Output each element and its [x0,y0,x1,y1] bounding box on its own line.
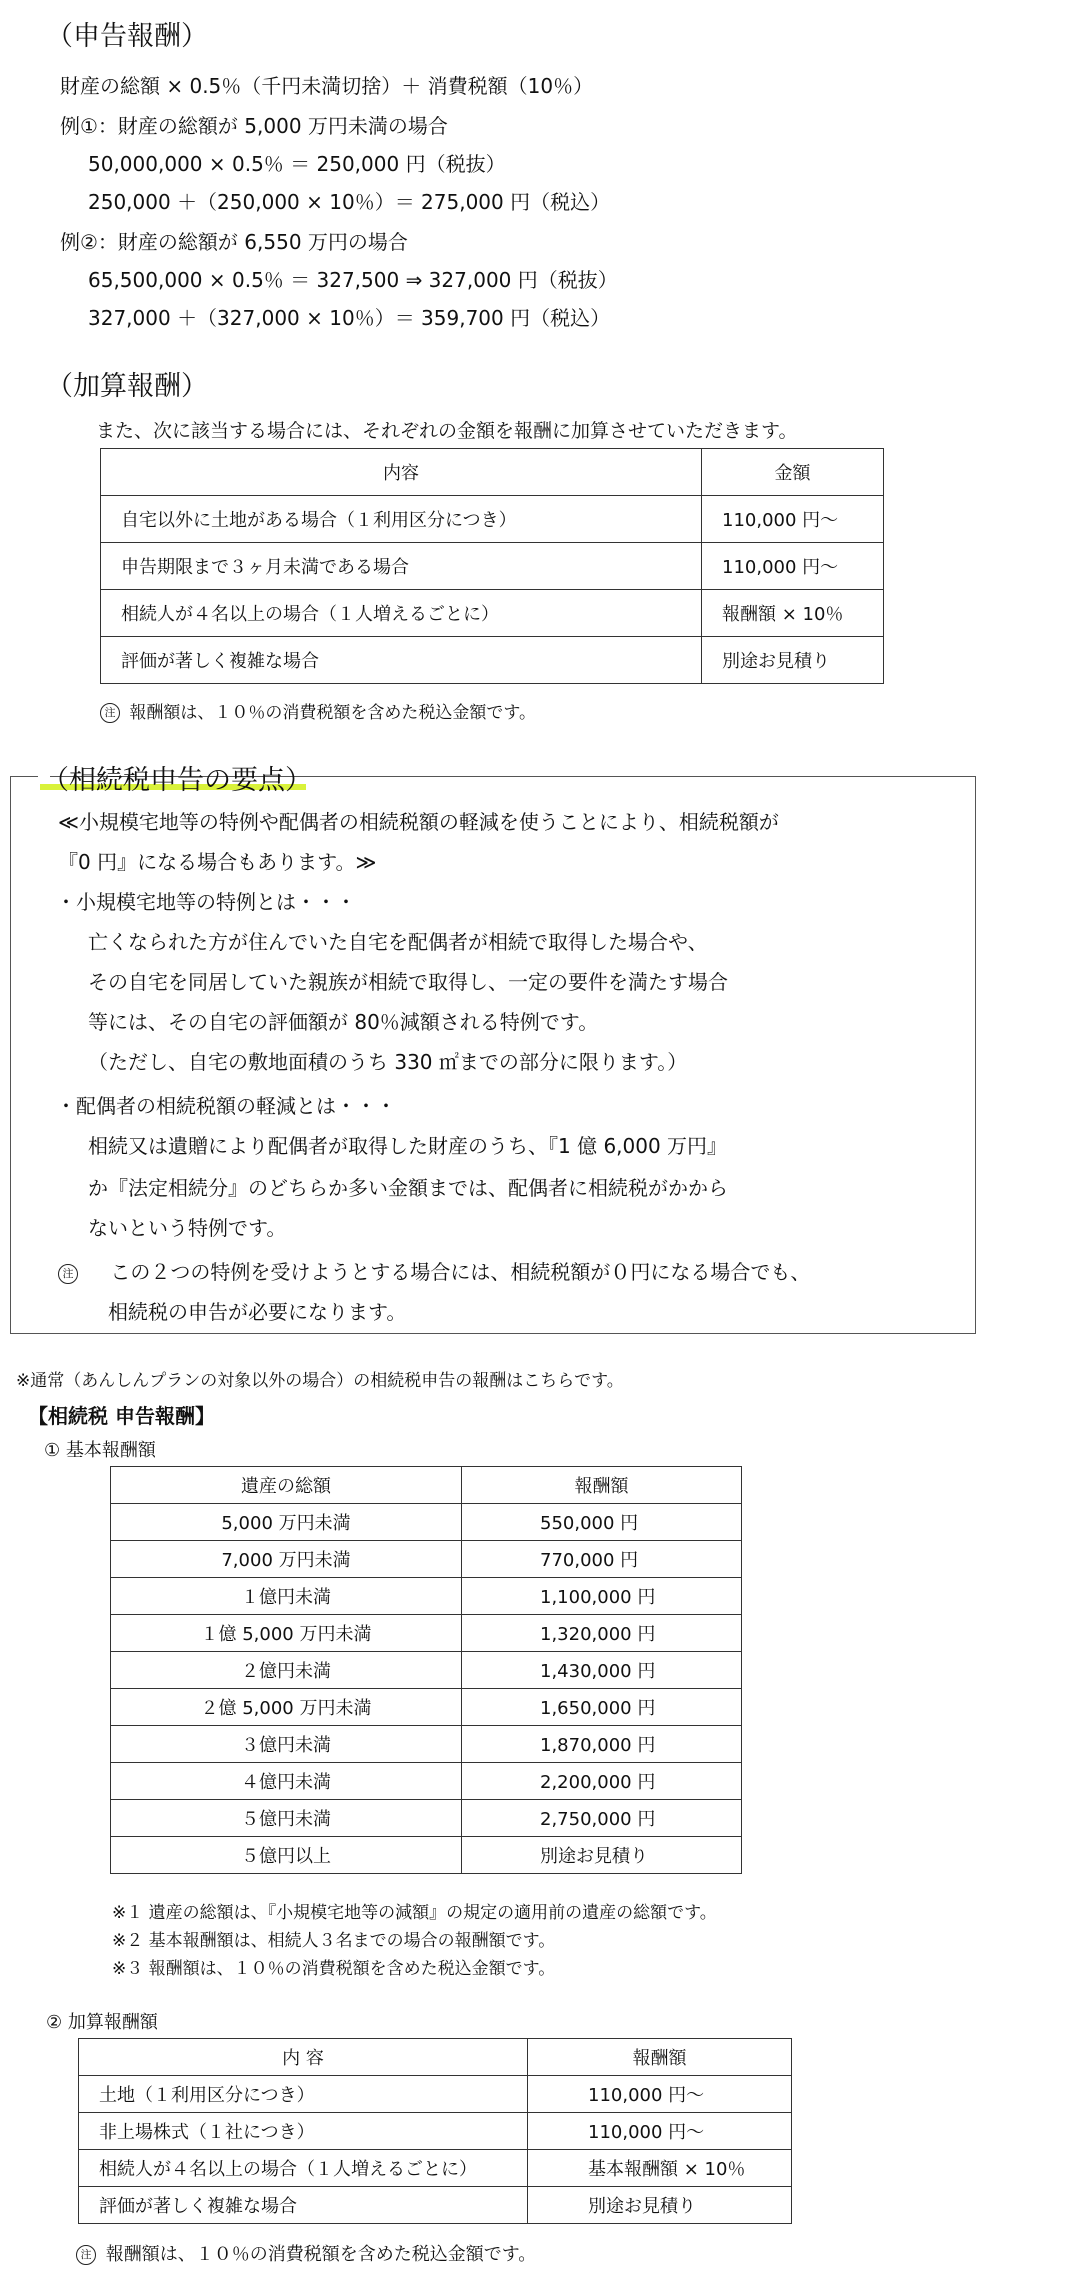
table-cell: １億 5,000 万円未満 [111,1615,462,1652]
table-row [111,1726,742,1763]
table-row [79,2076,792,2113]
table-cell: 5,000 万円未満 [111,1504,462,1541]
table-cell: 550,000 円 [462,1504,742,1541]
table-cell: 別途お見積り [528,2187,792,2224]
key-points-note-line1 [58,1256,810,1285]
example1-line1: 50,000,000 × 0.5％ ＝ 250,000 円（税抜） [88,152,506,176]
table-cell: ５億円未満 [111,1800,462,1837]
table-header-cell: 金額 [702,449,884,496]
example1-title: 例①：財産の総額が 5,000 万円未満の場合 [60,114,448,138]
table-row [111,1689,742,1726]
table-header-cell: 報酬額 [462,1467,742,1504]
key-points-lead-2: 『0 円』になる場合もあります。≫ [58,850,377,874]
table-row [111,1615,742,1652]
table-cell: 110,000 円～ [528,2076,792,2113]
note-text: この２つの特例を受けようとする場合には、相続税額が０円になる場合でも、 [110,1260,811,1284]
key-points-lead-1: ≪小規模宅地等の特例や配偶者の相続税額の軽減を使うことにより、相続税額が [58,810,779,834]
table-cell: 770,000 円 [462,1541,742,1578]
table-row [111,1652,742,1689]
table-cell: 土地（１利用区分につき） [79,2076,528,2113]
table-cell: 110,000 円～ [702,496,884,543]
table-header-cell: 内 容 [79,2039,528,2076]
spouse-reduction-line3: ないという特例です。 [88,1216,287,1240]
section-title-additional-fee: （加算報酬） [46,371,208,402]
table-cell: 1,430,000 円 [462,1652,742,1689]
table-cell: 1,100,000 円 [462,1578,742,1615]
note-mark: 注 [58,1264,78,1284]
table-cell: ５億円以上 [111,1837,462,1874]
small-residential-line4: （ただし、自宅の敷地面積のうち 330 ㎡までの部分に限ります。） [88,1050,688,1074]
table-header-cell: 遺産の総額 [111,1467,462,1504]
table-cell: 相続人が４名以上の場合（１人増えるごとに） [79,2150,528,2187]
table-cell: 7,000 万円未満 [111,1541,462,1578]
table-row [101,543,884,590]
small-residential-line2: その自宅を同居していた親族が相続で取得し、一定の要件を満たす場合 [88,970,728,994]
example2-title: 例②：財産の総額が 6,550 万円の場合 [60,230,408,254]
additional-fee-table-2 [78,2038,792,2224]
standard-plan-intro: ※通常（あんしんプランの対象以外の場合）の相続税申告の報酬はこちらです。 [16,1371,624,1391]
table-row [101,496,884,543]
table-cell: 別途お見積り [462,1837,742,1874]
basic-fee-note-1: ※１ 遺産の総額は、『小規模宅地等の減額』の規定の適用前の遺産の総額です。 [112,1903,717,1923]
table-cell: 110,000 円～ [528,2113,792,2150]
table-row [79,2113,792,2150]
note-mark: 注 [76,2245,96,2265]
table-header-row [101,449,884,496]
table-header-cell: 内容 [101,449,702,496]
table-row [111,1504,742,1541]
table-cell: 別途お見積り [702,637,884,684]
table-cell: 評価が著しく複雑な場合 [101,637,702,684]
table-cell: 1,870,000 円 [462,1726,742,1763]
bullet-small-residential: ・小規模宅地等の特例とは・・・ [56,890,356,914]
inheritance-fee-title: 【相続税 申告報酬】 [28,1404,215,1428]
table-row [111,1763,742,1800]
section-title-filing-fee: （申告報酬） [46,21,208,52]
table-cell: 報酬額 × 10％ [702,590,884,637]
table-cell: 1,650,000 円 [462,1689,742,1726]
table-header-row [111,1467,742,1504]
table-cell: 評価が著しく複雑な場合 [79,2187,528,2224]
table-cell: ３億円未満 [111,1726,462,1763]
table-cell: 申告期限まで３ヶ月未満である場合 [101,543,702,590]
additional-fee-subtitle: ② 加算報酬額 [46,2012,158,2033]
additional-fee-intro: また、次に該当する場合には、それぞれの金額を報酬に加算させていただきます。 [96,420,798,442]
table-row [79,2187,792,2224]
table-cell: １億円未満 [111,1578,462,1615]
small-residential-line3: 等には、その自宅の評価額が 80％減額される特例です。 [88,1010,599,1034]
spouse-reduction-line1: 相続又は遺贈により配偶者が取得した財産のうち、『1 億 6,000 万円』 [88,1134,728,1158]
table-row [79,2150,792,2187]
spouse-reduction-line2: か『法定相続分』のどちらか多い金額までは、配偶者に相続税がかから [88,1176,728,1200]
note-text: 報酬額は、１０％の消費税額を含めた税込金額です。 [105,2244,537,2265]
basic-fee-table [110,1466,742,1874]
table-cell: ２億円未満 [111,1652,462,1689]
table-cell: 基本報酬額 × 10％ [528,2150,792,2187]
small-residential-line1: 亡くなられた方が住んでいた自宅を配偶者が相続で取得した場合や、 [88,930,708,954]
table-cell: 非上場株式（１社につき） [79,2113,528,2150]
formula-line: 財産の総額 × 0.5％（千円未満切捨）＋ 消費税額（10％） [60,74,594,98]
additional-fee-note [100,698,536,723]
table-cell: 2,750,000 円 [462,1800,742,1837]
note-text: 報酬額は、１０％の消費税額を含めた税込金額です。 [129,703,537,723]
table-row [101,590,884,637]
table-header-row [79,2039,792,2076]
example2-line1: 65,500,000 × 0.5％ ＝ 327,500 ⇒ 327,000 円（税抜） [88,268,618,292]
table-cell: ４億円未満 [111,1763,462,1800]
table-cell: 自宅以外に土地がある場合（１利用区分につき） [101,496,702,543]
table-cell: 1,320,000 円 [462,1615,742,1652]
example1-line2: 250,000 ＋（250,000 × 10％）＝ 275,000 円（税込） [88,190,611,214]
note-mark: 注 [100,703,120,723]
table-cell: 110,000 円～ [702,543,884,590]
table-cell: 2,200,000 円 [462,1763,742,1800]
table-cell: 相続人が４名以上の場合（１人増えるごとに） [101,590,702,637]
table-row [111,1837,742,1874]
basic-fee-note-3: ※３ 報酬額は、１０％の消費税額を含めた税込金額です。 [112,1959,556,1979]
section-title-key-points: （相続税申告の要点） [42,765,312,796]
basic-fee-subtitle: ① 基本報酬額 [44,1440,156,1461]
final-note [76,2240,536,2266]
table-row [111,1541,742,1578]
table-row [111,1578,742,1615]
key-points-note-line2: 相続税の申告が必要になります。 [108,1300,407,1324]
table-row [101,637,884,684]
bullet-spouse-reduction: ・配偶者の相続税額の軽減とは・・・ [56,1094,396,1118]
example2-line2: 327,000 ＋（327,000 × 10％）＝ 359,700 円（税込） [88,306,611,330]
additional-fee-table [100,448,884,684]
table-header-cell: 報酬額 [528,2039,792,2076]
table-row [111,1800,742,1837]
table-cell: ２億 5,000 万円未満 [111,1689,462,1726]
basic-fee-note-2: ※２ 基本報酬額は、相続人３名までの場合の報酬額です。 [112,1931,556,1951]
